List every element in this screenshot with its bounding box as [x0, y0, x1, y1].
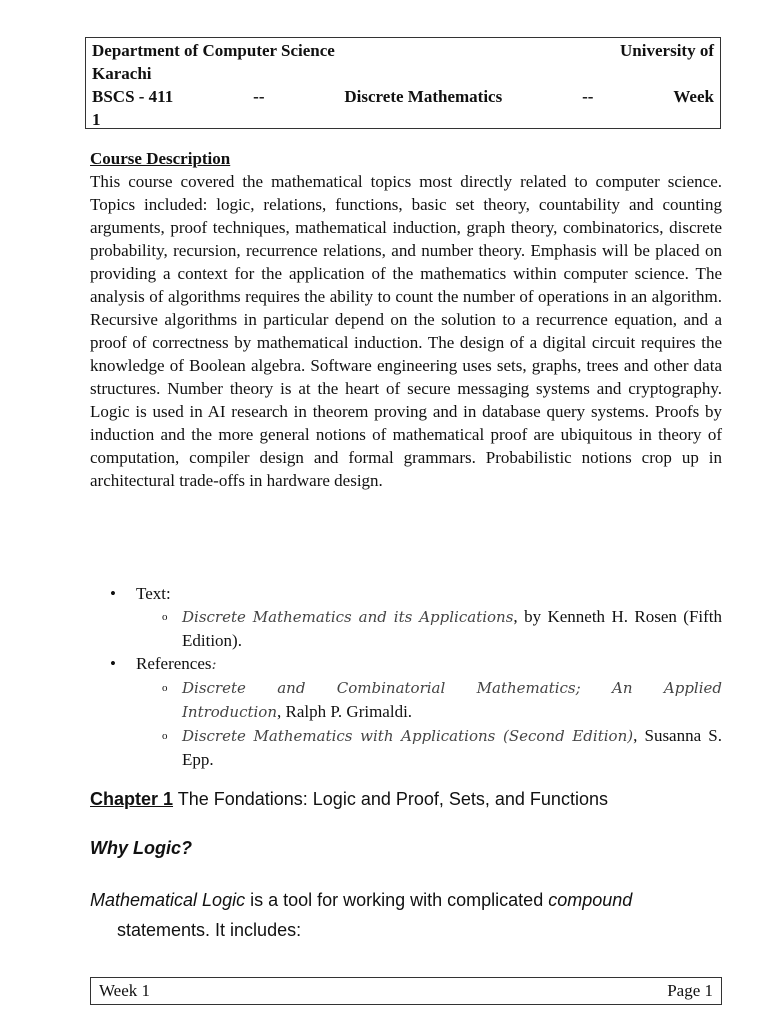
document-header-box [85, 37, 721, 129]
book-title: Discrete Mathematics and its Applications [182, 608, 514, 626]
page-number: Page 1 [667, 981, 713, 1000]
list-item [90, 676, 722, 724]
bullet-references [90, 652, 722, 676]
page-footer [90, 977, 722, 1005]
emphasis: compound [548, 890, 633, 910]
course-description [90, 147, 722, 492]
course-subject: Discrete Mathematics [344, 87, 503, 106]
intro-text: is a tool for working with complicated [245, 890, 549, 910]
footer-week: Week 1 [99, 981, 151, 1000]
university: University of [620, 41, 714, 60]
separator: -- [582, 87, 594, 106]
chapter-title: The Fondations: Logic and Proof, Sets, and Functions [173, 789, 608, 809]
week-label: Week [673, 87, 714, 106]
references-label: References [136, 654, 212, 673]
intro-text-2: statements. It includes: [117, 920, 302, 940]
description-paragraph: This course covered the mathematical topics most directly related to computer science. Topics included: logic, relations, functions, basic set theory, countability and counting arguments, proof techniques, mathematical induction, graph theory, combinatorics, discrete probability, recursion, recurrence relations, and number theory. Emphasis will be placed on providing a context for the application of the mathematics within computer science. The analysis of algorithms requires the ability to count the number of operations in an algorithm. Recursive algorithms in particular depend on the solution to a recurrence equation, and a proof of correctness by mathematical induction. The design of a digital circuit requires the knowledge of Boolean algebra. Software engineering uses sets, graphs, trees and other data structures. Number theory is at the heart of secure messaging systems and cryptography. Logic is used in AI research in theorem proving and in database query systems. Proofs by induction and the more general notions of mathematical proof are ubiquitous in theory of computation, compiler design and formal grammars. Probabilistic notions crop up in architectural trade-offs in hardware design. [90, 172, 722, 490]
department: Department of Computer Science [92, 41, 335, 60]
university-city: Karachi [92, 64, 152, 83]
bullet-text: • Text: [90, 582, 722, 605]
intro-paragraph [90, 885, 730, 945]
section-heading: Course Description [90, 149, 231, 168]
book-title: Discrete and Combinatorial Mathematics; An Applied Introduction [182, 679, 722, 721]
book-list [90, 582, 722, 771]
week-number: 1 [92, 110, 101, 129]
list-item [90, 605, 722, 652]
book-author: , Ralph P. Grimaldi. [277, 702, 413, 721]
colon: : [211, 655, 217, 673]
list-item [90, 724, 722, 771]
chapter-heading [90, 789, 608, 810]
course-code: BSCS - 411 [92, 87, 174, 106]
separator: -- [253, 87, 265, 106]
why-logic-heading: Why Logic? [90, 838, 192, 858]
book-author: , by Kenneth H. Rosen (Fifth Edition). [182, 607, 723, 650]
chapter-label: Chapter 1 [90, 789, 174, 809]
term: Mathematical Logic [90, 890, 246, 910]
book-author: , Susanna S. Epp. [182, 726, 722, 769]
book-title: Discrete Mathematics with Applications (Second Edition) [182, 727, 634, 745]
